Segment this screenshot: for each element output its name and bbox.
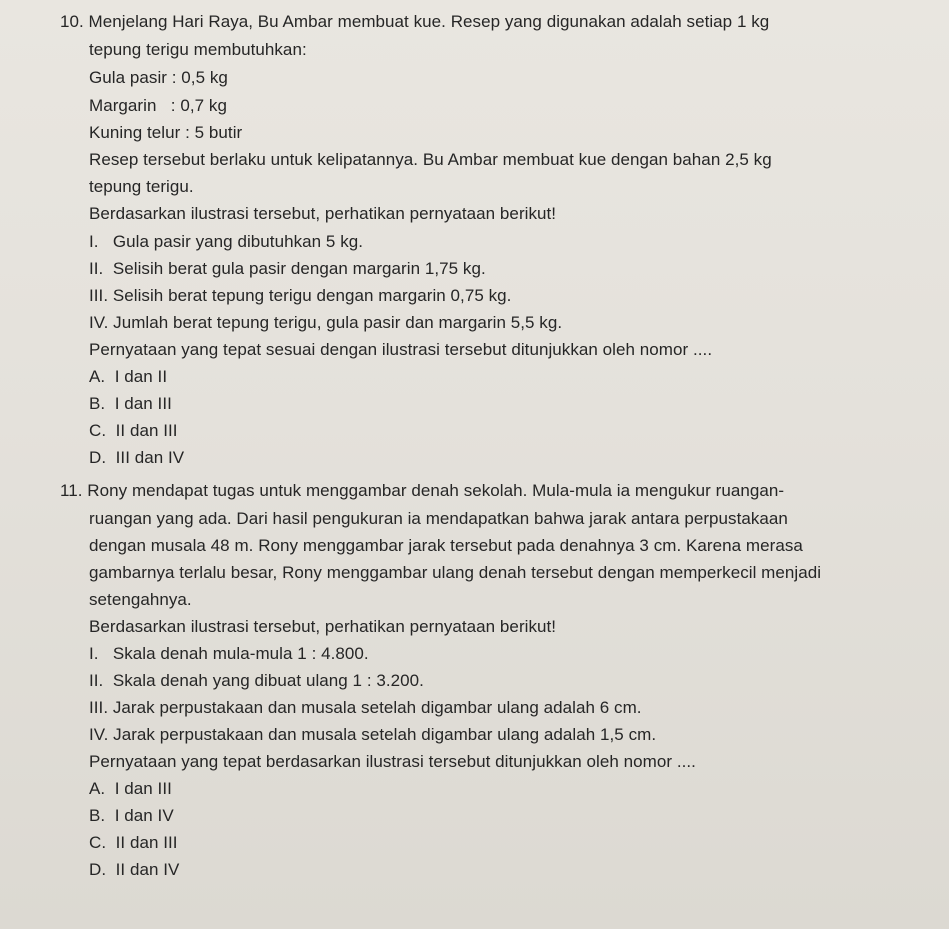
q10-option-d[interactable]: D. III dan IV: [89, 448, 185, 467]
q10-ingredient-egg-yolk: Kuning telur : 5 butir: [89, 123, 243, 142]
q10-stem-line-2: tepung terigu membutuhkan:: [89, 40, 307, 59]
q10-statement-3: III. Selisih berat tepung terigu dengan margarin 0,75 kg.: [89, 286, 512, 305]
q11-option-c[interactable]: C. II dan III: [89, 833, 178, 852]
q11-stem-line-2: ruangan yang ada. Dari hasil pengukuran ia mendapatkan bahwa jarak antara perpustakaan: [89, 509, 788, 528]
q10-option-a[interactable]: A. I dan II: [89, 367, 168, 386]
q10-ingredient-sugar: Gula pasir : 0,5 kg: [89, 68, 228, 87]
q11-statement-1: I. Skala denah mula-mula 1 : 4.800.: [89, 644, 369, 663]
q10-statement-1: I. Gula pasir yang dibutuhkan 5 kg.: [89, 232, 364, 251]
q11-stem-line-4: gambarnya terlalu besar, Rony menggambar ulang denah tersebut dengan memperkecil menjadi: [89, 563, 822, 582]
q10-option-c[interactable]: C. II dan III: [89, 421, 178, 440]
q11-instruction: Berdasarkan ilustrasi tersebut, perhatikan pernyataan berikut!: [89, 617, 557, 636]
q10-stem-line-1: 10. Menjelang Hari Raya, Bu Ambar membuat kue. Resep yang digunakan adalah setiap 1 kg: [60, 12, 770, 31]
q11-stem-line-1: 11. Rony mendapat tugas untuk menggambar denah sekolah. Mula-mula ia mengukur ruangan-: [60, 481, 785, 500]
q11-statement-2: II. Skala denah yang dibuat ulang 1 : 3.200.: [89, 671, 424, 690]
q11-stem-line-3: dengan musala 48 m. Rony menggambar jarak tersebut pada denahnya 3 cm. Karena merasa: [89, 536, 803, 555]
q10-option-b[interactable]: B. I dan III: [89, 394, 172, 413]
q11-statement-3: III. Jarak perpustakaan dan musala setelah digambar ulang adalah 6 cm.: [89, 698, 642, 717]
q10-instruction: Berdasarkan ilustrasi tersebut, perhatikan pernyataan berikut!: [89, 204, 557, 223]
q11-statement-4: IV. Jarak perpustakaan dan musala setelah digambar ulang adalah 1,5 cm.: [89, 725, 657, 744]
q10-statement-2: II. Selisih berat gula pasir dengan margarin 1,75 kg.: [89, 259, 486, 278]
q10-ingredient-margarine: Margarin : 0,7 kg: [89, 96, 227, 115]
q10-stem-line-6: Resep tersebut berlaku untuk kelipatannya. Bu Ambar membuat kue dengan bahan 2,5 kg: [89, 150, 772, 169]
q10-stem-line-7: tepung terigu.: [89, 177, 194, 196]
q11-option-a[interactable]: A. I dan III: [89, 779, 172, 798]
q10-prompt: Pernyataan yang tepat sesuai dengan ilustrasi tersebut ditunjukkan oleh nomor ....: [89, 340, 713, 359]
q11-option-b[interactable]: B. I dan IV: [89, 806, 174, 825]
q11-option-d[interactable]: D. II dan IV: [89, 860, 180, 879]
q11-prompt: Pernyataan yang tepat berdasarkan ilustrasi tersebut ditunjukkan oleh nomor ....: [89, 752, 696, 771]
q11-stem-line-5: setengahnya.: [89, 590, 192, 609]
q10-statement-4: IV. Jumlah berat tepung terigu, gula pasir dan margarin 5,5 kg.: [89, 313, 563, 332]
